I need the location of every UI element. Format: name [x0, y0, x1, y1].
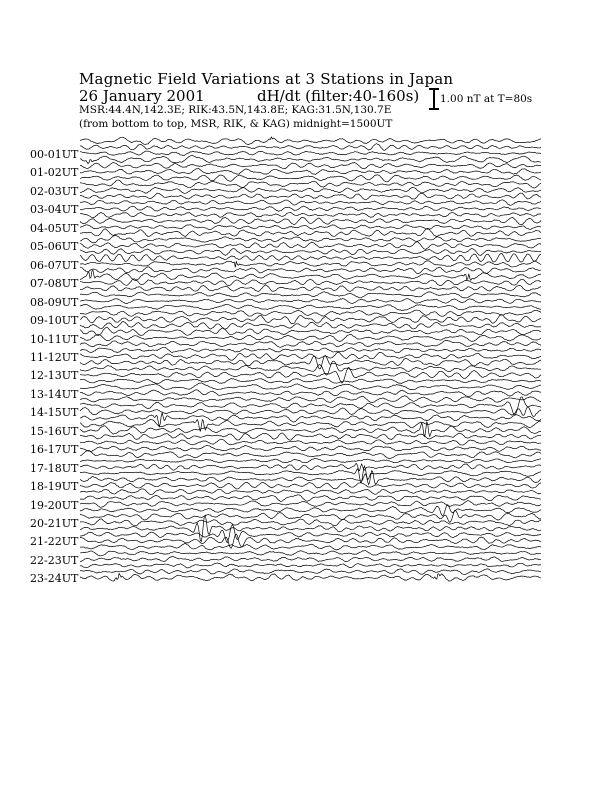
- trace-msr-22-23UT: [80, 556, 541, 561]
- trace-rik-06-07UT: [80, 253, 541, 262]
- hour-label: 01-02UT: [30, 166, 79, 180]
- trace-msr-10-11UT: [80, 334, 541, 341]
- hour-label: 03-04UT: [30, 203, 79, 217]
- trace-msr-18-19UT: [80, 482, 541, 489]
- scale-label: 1.00 nT at T=80s: [440, 93, 533, 105]
- trace-rik-13-14UT: [80, 383, 541, 390]
- trace-rik-11-12UT: [80, 347, 541, 352]
- trace-msr-06-07UT: [80, 261, 541, 268]
- hour-label: 04-05UT: [30, 221, 79, 235]
- trace-rik-02-03UT: [80, 180, 541, 188]
- trace-rik-20-21UT: [80, 510, 541, 522]
- quantity-label: dH/dt (filter:40-160s): [257, 87, 420, 105]
- trace-kag-04-05UT: [80, 212, 541, 217]
- trace-msr-15-16UT: [80, 422, 541, 437]
- trace-msr-23-24UT: [80, 573, 541, 581]
- trace-kag-07-08UT: [80, 267, 541, 274]
- trace-kag-10-11UT: [80, 321, 541, 329]
- trace-kag-12-13UT: [80, 355, 541, 368]
- trace-msr-03-04UT: [80, 206, 541, 211]
- hour-label: 06-07UT: [30, 258, 79, 272]
- trace-msr-21-22UT: [80, 534, 541, 548]
- hour-label: 08-09UT: [30, 295, 79, 309]
- trace-msr-20-21UT: [80, 519, 541, 526]
- trace-kag-22-23UT: [80, 543, 541, 550]
- trace-kag-19-20UT: [80, 489, 541, 495]
- trace-rik-22-23UT: [80, 551, 541, 556]
- trace-rik-08-09UT: [80, 292, 541, 298]
- hour-label: 12-13UT: [30, 369, 79, 383]
- trace-kag-23-24UT: [80, 563, 541, 568]
- station-order-note: (from bottom to top, MSR, RIK, & KAG) midnight=1500UT: [79, 118, 393, 130]
- hour-label: 21-22UT: [30, 535, 79, 549]
- chart-title: Magnetic Field Variations at 3 Stations in Japan: [79, 70, 454, 88]
- trace-rik-00-01UT: [80, 144, 541, 151]
- trace-msr-01-02UT: [80, 169, 541, 175]
- trace-kag-03-04UT: [80, 193, 541, 200]
- trace-msr-08-09UT: [80, 299, 541, 304]
- hour-label: 20-21UT: [30, 517, 79, 530]
- trace-kag-02-03UT: [80, 175, 541, 182]
- hour-label: 19-20UT: [30, 498, 79, 512]
- trace-rik-10-11UT: [80, 327, 541, 335]
- trace-msr-07-08UT: [80, 279, 541, 286]
- trace-rik-15-16UT: [80, 419, 541, 431]
- trace-msr-00-01UT: [80, 151, 541, 156]
- trace-rik-01-02UT: [80, 162, 541, 168]
- trace-kag-13-14UT: [80, 378, 541, 383]
- trace-kag-20-21UT: [80, 505, 541, 516]
- trace-rik-04-05UT: [80, 217, 541, 225]
- trace-msr-13-14UT: [80, 390, 541, 397]
- hour-label: 15-16UT: [30, 424, 79, 438]
- trace-rik-03-04UT: [80, 200, 541, 205]
- trace-rik-09-10UT: [80, 310, 541, 316]
- trace-msr-02-03UT: [80, 187, 541, 193]
- trace-rik-17-18UT: [80, 458, 541, 463]
- hour-label: 02-03UT: [30, 184, 79, 198]
- trace-kag-01-02UT: [80, 155, 541, 163]
- hour-label: 10-11UT: [30, 332, 79, 346]
- hour-label: 14-15UT: [30, 406, 79, 420]
- hour-label: 18-19UT: [30, 480, 79, 494]
- stations-label: MSR:44.4N,142.3E; RIK:43.5N,143.8E; KAG:31.5N,130.7E: [79, 104, 392, 116]
- trace-kag-06-07UT: [80, 249, 541, 256]
- hour-label: 11-12UT: [30, 350, 79, 364]
- hour-label: 09-10UT: [30, 314, 79, 328]
- hour-label: 22-23UT: [30, 553, 79, 567]
- trace-kag-05-06UT: [80, 228, 541, 236]
- trace-kag-21-22UT: [80, 515, 541, 541]
- hour-label: 07-08UT: [30, 277, 79, 291]
- trace-kag-09-10UT: [80, 304, 541, 310]
- trace-kag-14-15UT: [80, 396, 541, 403]
- trace-msr-19-20UT: [80, 501, 541, 508]
- trace-rik-16-17UT: [80, 439, 541, 445]
- trace-rik-21-22UT: [80, 525, 541, 543]
- trace-msr-17-18UT: [80, 464, 541, 471]
- trace-kag-00-01UT: [80, 137, 541, 145]
- trace-msr-11-12UT: [80, 352, 541, 360]
- hour-label: 13-14UT: [30, 387, 79, 401]
- trace-kag-16-17UT: [80, 433, 541, 440]
- hour-label: 17-18UT: [30, 461, 79, 475]
- hour-label: 23-24UT: [30, 572, 79, 586]
- hour-label: 00-01UT: [30, 148, 79, 161]
- hour-label: 05-06UT: [30, 240, 79, 254]
- trace-rik-19-20UT: [80, 495, 541, 502]
- trace-msr-04-05UT: [80, 225, 541, 230]
- date-label: 26 January 2001: [79, 87, 205, 105]
- trace-msr-16-17UT: [80, 446, 541, 452]
- trace-kag-17-18UT: [80, 450, 541, 458]
- hour-label: 16-17UT: [30, 443, 79, 457]
- trace-kag-08-09UT: [80, 285, 541, 292]
- trace-rik-23-24UT: [80, 569, 541, 575]
